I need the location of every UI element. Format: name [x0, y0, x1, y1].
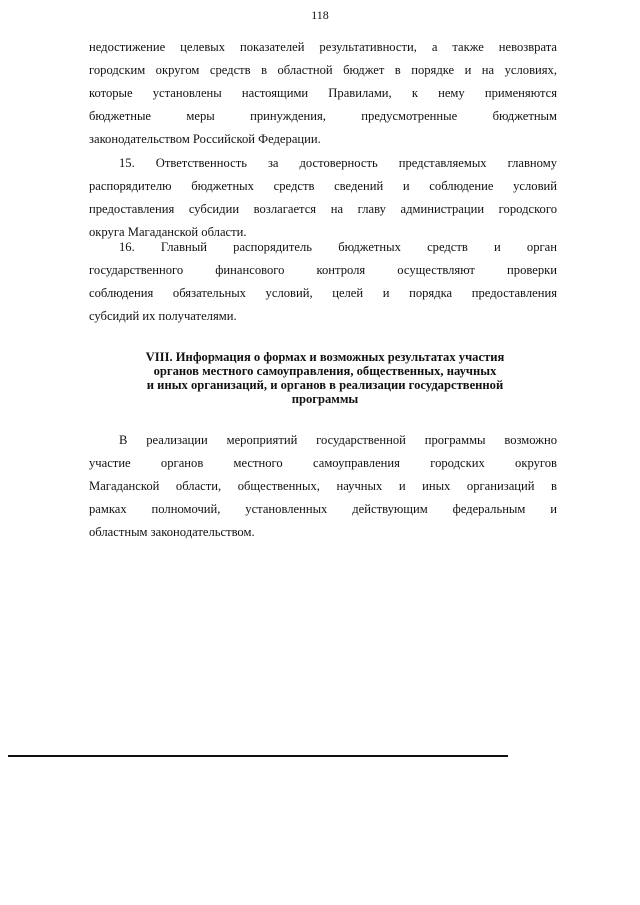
text-line: предоставления субсидии возлагается на главу администрации городского [89, 202, 557, 216]
text-line: Магаданской области, общественных, научных и иных организаций в [89, 479, 557, 493]
footer-divider [8, 755, 508, 757]
text-line: городским округом средств в областной бюджет в порядке и на условиях, [89, 63, 557, 77]
text-line: недостижение целевых показателей результативности, а также невозврата [89, 40, 557, 54]
text-line: округа Магаданской области. [89, 225, 247, 239]
text-line: государственного финансового контроля осуществляют проверки [89, 263, 557, 277]
heading-line: VIII. Информация о формах и возможных результатах участия [145, 350, 505, 364]
text-line: распорядителю бюджетных средств сведений и соблюдение условий [89, 179, 557, 193]
text-line: участие органов местного самоуправления городских округов [89, 456, 557, 470]
text-line: бюджетные меры принуждения, предусмотренные бюджетным [89, 109, 557, 123]
text-line: рамках полномочий, установленных действующим федеральным и [89, 502, 557, 516]
heading-line: программы [291, 392, 359, 406]
section-paragraph [89, 429, 557, 544]
heading-line: и иных организаций, и органов в реализации государственной [146, 378, 504, 392]
paragraph-16 [89, 236, 557, 328]
text-line: В реализации мероприятий государственной программы возможно [119, 433, 557, 447]
page-number: 118 [311, 8, 329, 22]
text-line: которые установлены настоящими Правилами, к нему применяются [89, 86, 557, 100]
paragraph-continued [89, 36, 557, 151]
text-line: соблюдения обязательных условий, целей и порядка предоставления [89, 286, 557, 300]
text-line: 15. Ответственность за достоверность представляемых главному [119, 156, 557, 170]
text-line: субсидий их получателями. [89, 309, 237, 323]
text-line: областным законодательством. [89, 525, 255, 539]
text-line: 16. Главный распорядитель бюджетных средств и орган [119, 240, 557, 254]
text-line: законодательством Российской Федерации. [89, 132, 321, 146]
heading-line: органов местного самоуправления, общественных, научных [153, 364, 497, 378]
paragraph-15 [89, 152, 557, 244]
section-heading [105, 350, 545, 406]
